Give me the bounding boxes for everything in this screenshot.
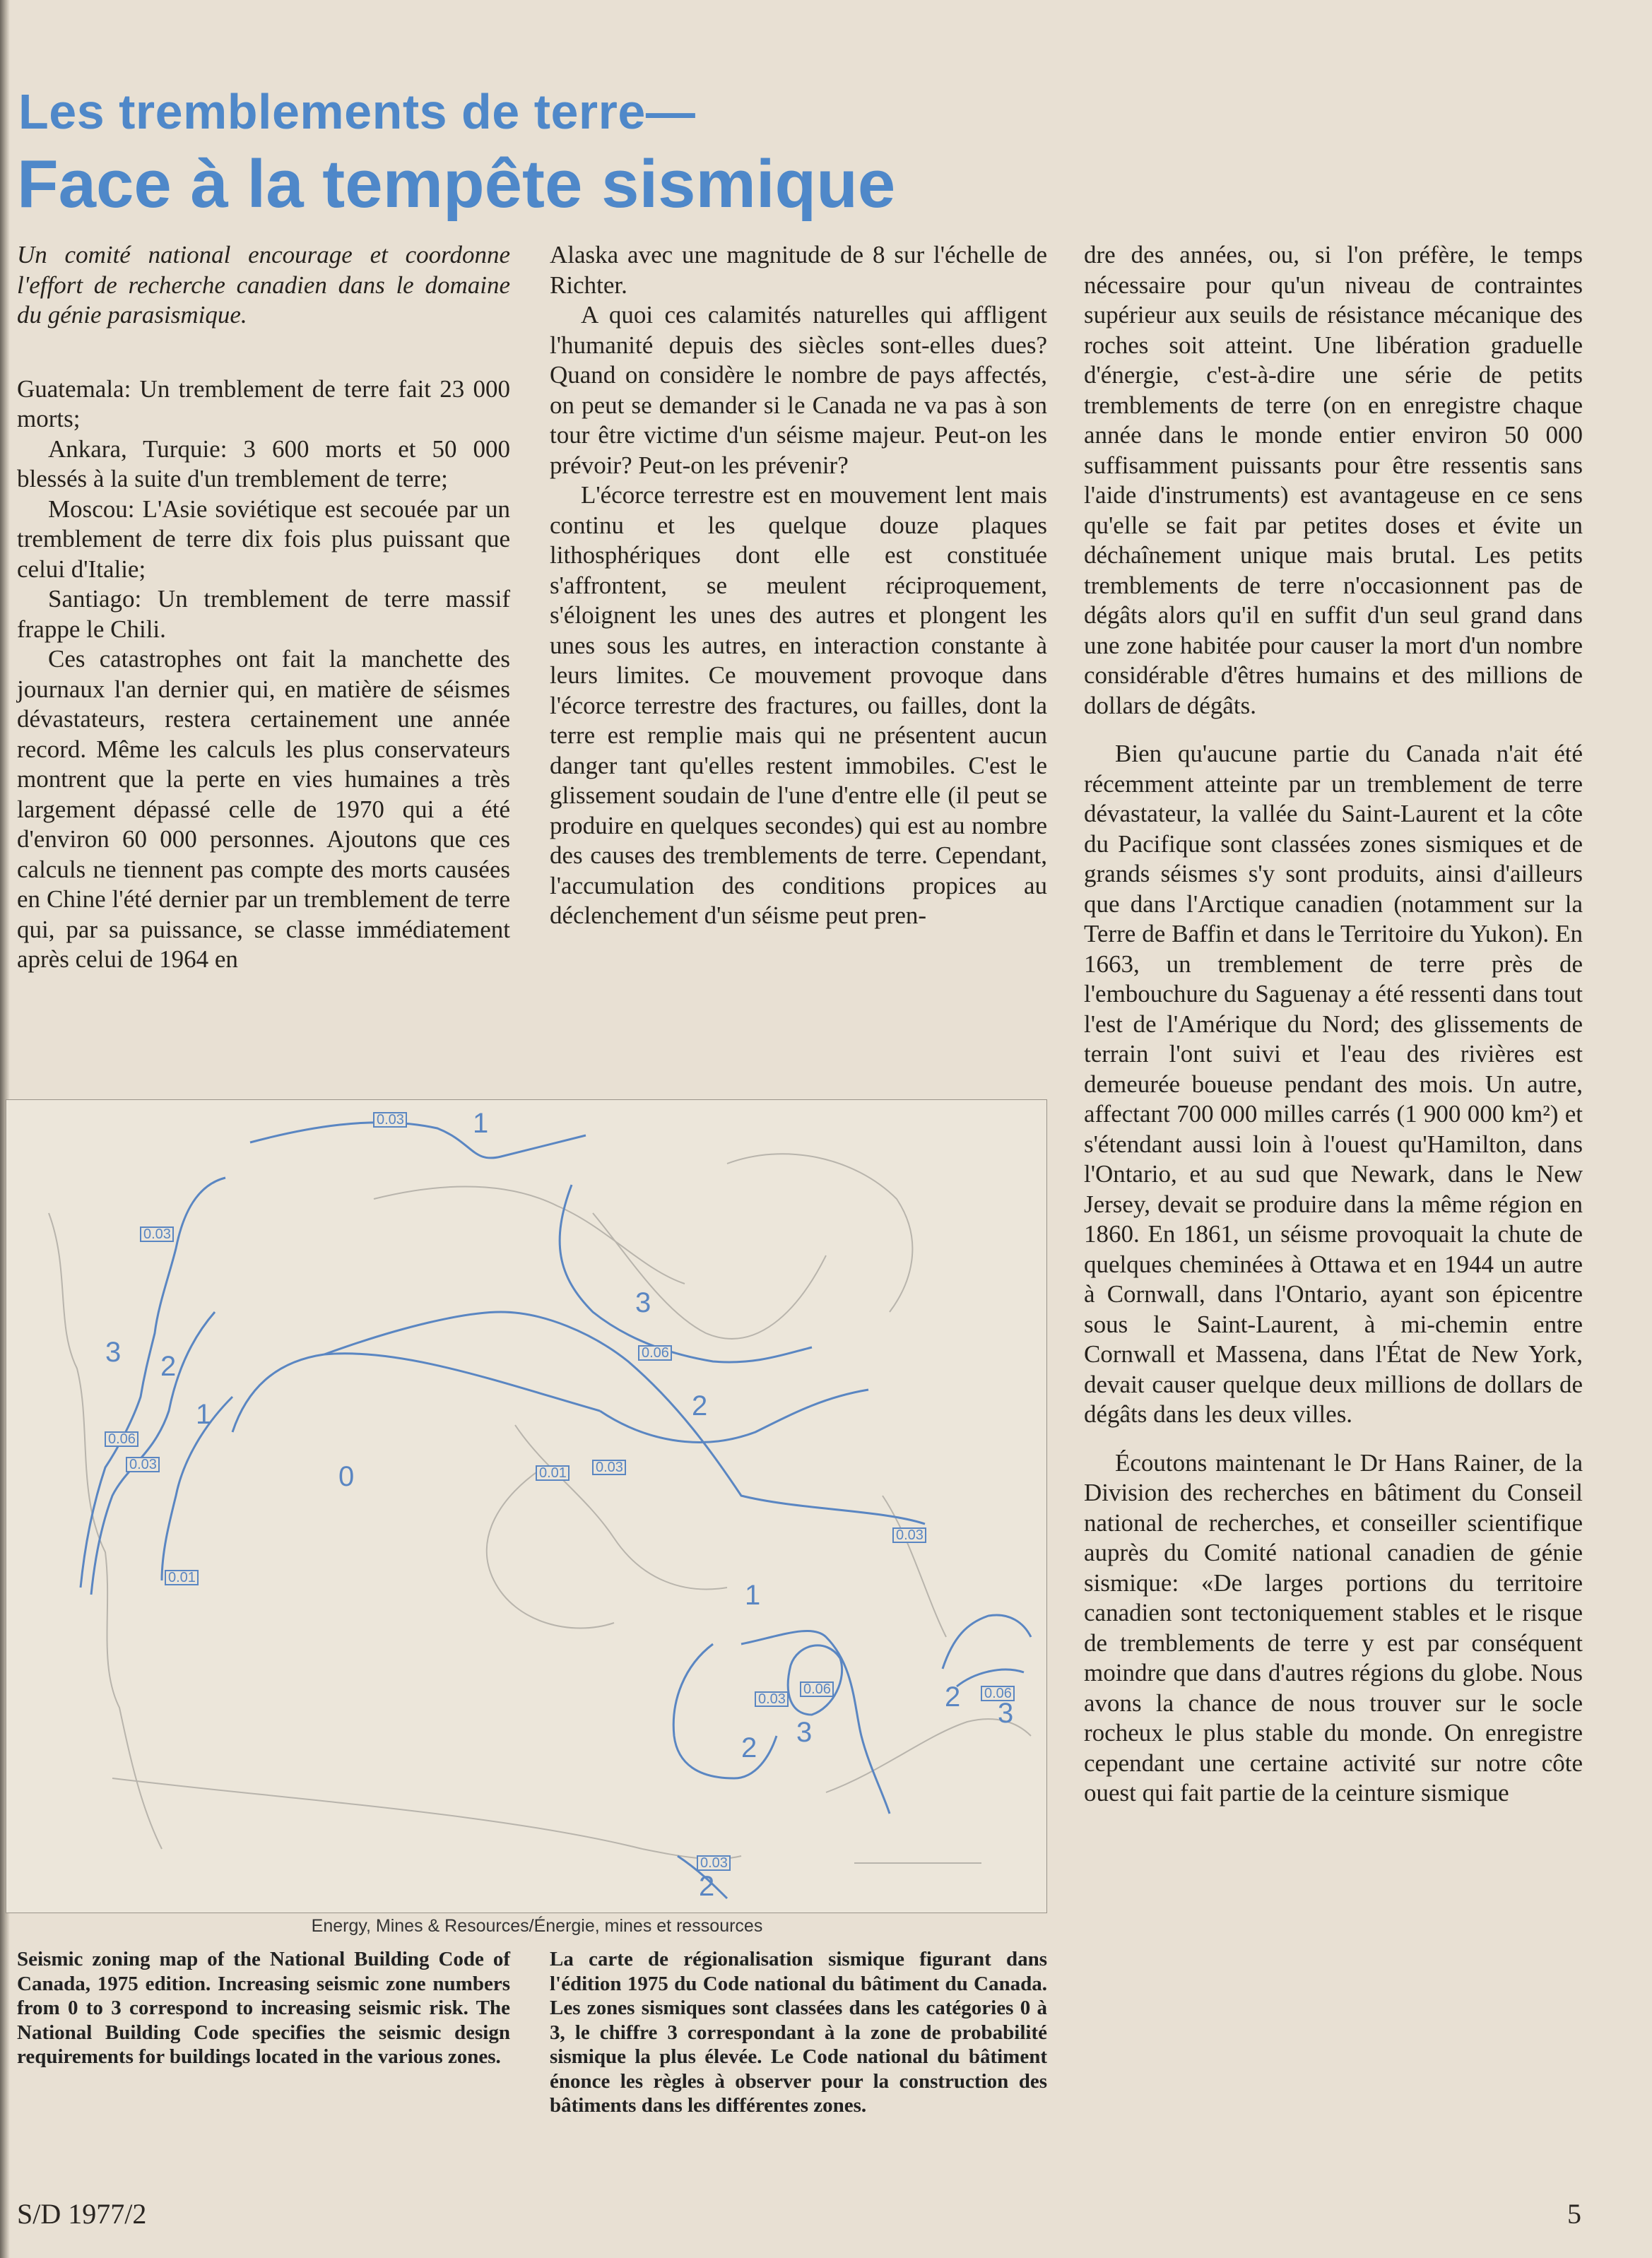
paragraph: dre des années, ou, si l'on préfère, le temps nécessaire pour qu'un niveau de contraintes supérieur aux seuils de résistance mécanique des roches soit atteint. Une libération graduelle d'énergie, c'est-à-dire une série de petits tremblements de terre (on en enregistre chaque année dans le monde entier environ 50 000 suffisamment puissants pour être ressentis sans l'aide d'instruments) est avantageuse en ce sens qu'elle se fait par petites doses et évite un déchaînement unique mais brutal. Les petits tremblements de terre n'occasionnent pas de dégâts alors qu'il en suffit d'un seul grand dans une zone habitée pour causer la mort d'un nombre considérable d'êtres humains et des millions de dollars de dégâts. <box>1084 241 1583 719</box>
contour-label: 0.03 <box>700 1855 728 1871</box>
article-kicker: Les tremblements de terre— <box>18 84 696 139</box>
zone-number: 2 <box>741 1732 757 1763</box>
paragraph: Bien qu'aucune partie du Canada n'ait été récemment atteinte par un tremblement de terre dévastateur, la vallée du Saint-Laurent et la côte du Pacifique sont classées zones sismiques et de grands séismes s'y sont produits, ainsi d'ailleurs que dans l'Arctique canadien (notamment sur la Terre de Baffin et dans le Territoire du Yukon). En 1663, un tremblement de terre près de l'embouchure du Saguenay a été ressenti dans tout l'est de l'Amérique du Nord; des glissements de terrain l'ont suivi et l'eau des rivières est demeurée boueuse pendant des mois. Un autre, affectant 700 000 milles carrés (1 900 000 km²) et s'étendant aussi loin à l'ouest qu'Hamilton, dans l'Ontario, et au sud que Newark, dans le New Jersey, devait se produire dans la même région en 1860. En 1861, un séisme provoquait la chute de quelques cheminées à Ottawa et en 1944 un autre à Cornwall, dans l'Ontario, ayant son épicentre sous le Saint-Laurent, à mi-chemin entre Cornwall et Massena, dans l'État de New York, devait causer quelque deux millions de dollars de dégâts dans les deux villes. <box>1084 740 1583 1428</box>
zone-number: 3 <box>635 1287 651 1318</box>
zone-number: 1 <box>196 1399 212 1430</box>
paragraph: Moscou: L'Asie soviétique est secouée par un tremblement de terre dix fois plus puissant que celui d'Italie; <box>17 495 510 583</box>
contour-label: 0.01 <box>168 1570 196 1585</box>
paragraph: Santiago: Un tremblement de terre massif frappe le Chili. <box>17 585 510 643</box>
contour-label: 0.03 <box>758 1691 786 1707</box>
paragraph: Ankara, Turquie: 3 600 morts et 50 000 blessés à la suite d'un tremblement de terre; <box>17 435 510 492</box>
text-column-3 <box>1084 240 1583 1809</box>
caption-french: La carte de régionalisation sismique figurant dans l'édition 1975 du Code national du bâtiment du Canada. Les zones sismiques sont classées dans les catégories 0 à 3, le chiffre 3 correspondant à la zone de probabilité sismique la plus élevée. Le Code national du bâtiment énonce les règles à observer pour la construction des bâtiments dans les différentes zones. <box>550 1948 1047 2117</box>
text-column-2 <box>550 240 1047 931</box>
zone-number: 2 <box>160 1351 177 1382</box>
map-drawing <box>6 1100 1046 1913</box>
paragraph: Guatemala: Un tremblement de terre fait 23 000 morts; <box>17 374 510 432</box>
paragraph: A quoi ces calamités naturelles qui affligent l'humanité depuis des siècles sont-elles dues? Quand on considère le nombre de pays affectés, on peut se demander si le Canada ne va pas à son tour être victime d'un séisme majeur. Peut-on les prévoir? Peut-on les prévenir? <box>550 301 1047 479</box>
text-column-1 <box>17 240 510 975</box>
zone-number: 3 <box>105 1337 122 1368</box>
caption-english: Seismic zoning map of the National Building Code of Canada, 1975 edition. Increasing seismic zone numbers from 0 to 3 correspond to increasing seismic risk. The National Building Code specifies the seismic design requirements for buildings located in the various zones. <box>17 1948 510 2068</box>
contour-label: 0.06 <box>803 1681 831 1697</box>
contour-label: 0.06 <box>984 1686 1012 1701</box>
zone-number: 1 <box>473 1108 489 1139</box>
contour-label: 0.06 <box>642 1345 669 1361</box>
seismic-zoning-map <box>6 1099 1047 1913</box>
zone-number: 2 <box>692 1390 708 1421</box>
map-credit: Energy, Mines & Resources/Énergie, mines et ressources <box>311 1916 763 1936</box>
contour-label: 0.03 <box>596 1460 623 1475</box>
map-zone-boundaries <box>81 1123 1031 1898</box>
map-contour-labels <box>105 1112 1014 1871</box>
page-number: 5 <box>1567 2198 1581 2230</box>
paragraph: L'écorce terrestre est en mouvement lent mais continu et les quelque douze plaques lithosphériques dont elle est constituée s'affrontent, se meulent réciproquement, s'éloignent les unes des autres et plongent les unes sous les autres, en interaction constante à leurs limites. Ce mouvement provoque dans l'écorce terrestre des fractures, ou failles, dont la terre est remplie mais qui ne présentent aucun danger tant qu'elles restent immobiles. C'est le glissement soudain de l'une d'entre elle (il peut se produire en quelques secondes) qui est au nombre des causes des tremblements de terre. Cependant, l'accumulation des conditions propices au déclenchement d'un séisme peut pren- <box>550 481 1047 929</box>
contour-label: 0.01 <box>539 1465 567 1481</box>
paragraph: Alaska avec une magnitude de 8 sur l'échelle de Richter. <box>550 241 1047 299</box>
zone-number: 2 <box>945 1681 961 1713</box>
contour-label: 0.03 <box>377 1112 404 1128</box>
zone-number: 2 <box>699 1871 715 1902</box>
zone-number: 0 <box>338 1461 355 1492</box>
zone-number: 3 <box>998 1698 1014 1729</box>
footer-issue: S/D 1977/2 <box>17 2198 147 2230</box>
article-title: Face à la tempête sismique <box>17 146 896 222</box>
zone-number: 3 <box>796 1717 813 1748</box>
lead-paragraph: Un comité national encourage et coordonne l'effort de recherche canadien dans le domaine du génie parasismique. <box>17 241 510 329</box>
contour-label: 0.03 <box>143 1226 171 1242</box>
zone-number: 1 <box>745 1580 761 1611</box>
paragraph: Ces catastrophes ont fait la manchette des journaux l'an dernier qui, en matière de séismes dévastateurs, restera certainement une année record. Même les calculs les plus conservateurs montrent que la perte en vies humaines a très largement dépassé celle de 1970 qui a été d'environ 60 000 personnes. Ajoutons que ces calculs ne tiennent pas compte des morts causées en Chine l'été dernier par un tremblement de terre qui, par sa puissance, se classe immédiatement après celui de 1964 en <box>17 645 510 973</box>
map-coastlines <box>49 1154 1031 1863</box>
contour-label: 0.03 <box>129 1457 157 1472</box>
contour-label: 0.03 <box>896 1527 924 1543</box>
contour-label: 0.06 <box>108 1431 136 1447</box>
paragraph: Écoutons maintenant le Dr Hans Rainer, de la Division des recherches en bâtiment du Conseil national de recherches, et conseiller scientifique auprès du Comité national canadien de génie sismique: «De larges portions du territoire canadien sont tectoniquement stables et le risque de tremblements de terre y est par conséquent moindre que dans d'autres régions du globe. Nous avons la chance de nous trouver sur le socle rocheux le plus stable du monde. On enregistre cependant une certaine activité sur notre côte ouest qui fait partie de la ceinture sismique <box>1084 1448 1583 1807</box>
